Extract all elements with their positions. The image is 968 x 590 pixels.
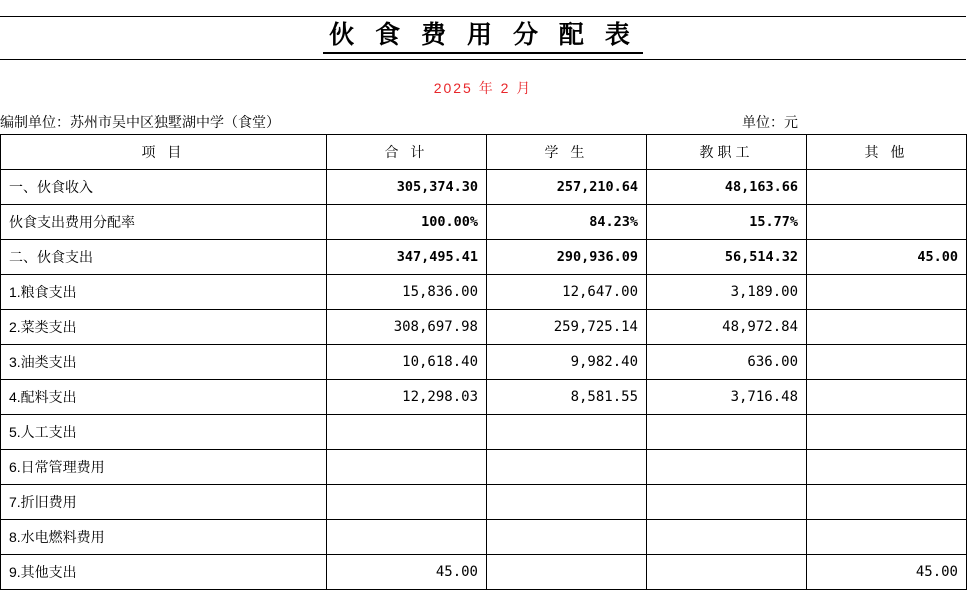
cell-student <box>487 520 647 555</box>
row-label: 2.菜类支出 <box>1 310 327 345</box>
cell-other <box>807 485 967 520</box>
row-label: 9.其他支出 <box>1 555 327 590</box>
allocation-table <box>0 134 967 590</box>
cell-student <box>487 415 647 450</box>
cell-total <box>327 485 487 520</box>
cell-total: 15,836.00 <box>327 275 487 310</box>
cell-other <box>807 205 967 240</box>
prepared-by-label: 编制单位：苏州市吴中区独墅湖中学（食堂） <box>0 114 280 130</box>
cell-staff: 48,163.66 <box>647 170 807 205</box>
cell-student: 84.23% <box>487 205 647 240</box>
row-label: 6.日常管理费用 <box>1 450 327 485</box>
table-row <box>1 485 967 520</box>
cell-student: 12,647.00 <box>487 275 647 310</box>
row-label: 二、伙食支出 <box>1 240 327 275</box>
page-title: 伙 食 费 用 分 配 表 <box>323 22 643 54</box>
table-row <box>1 380 967 415</box>
cell-staff: 48,972.84 <box>647 310 807 345</box>
table-row <box>1 240 967 275</box>
cell-total <box>327 520 487 555</box>
cell-other <box>807 380 967 415</box>
cell-other: 45.00 <box>807 240 967 275</box>
cell-total: 12,298.03 <box>327 380 487 415</box>
cell-other <box>807 345 967 380</box>
cell-staff: 636.00 <box>647 345 807 380</box>
cell-total: 305,374.30 <box>327 170 487 205</box>
cell-total: 100.00% <box>327 205 487 240</box>
table-row <box>1 450 967 485</box>
row-label: 5.人工支出 <box>1 415 327 450</box>
cell-other <box>807 275 967 310</box>
table-row <box>1 345 967 380</box>
cell-student: 9,982.40 <box>487 345 647 380</box>
row-label: 一、伙食收入 <box>1 170 327 205</box>
column-header-item: 项 目 <box>1 135 327 170</box>
cell-staff: 15.77% <box>647 205 807 240</box>
row-label: 4.配料支出 <box>1 380 327 415</box>
table-header-row <box>1 135 967 170</box>
table-row <box>1 205 967 240</box>
cell-total: 45.00 <box>327 555 487 590</box>
row-label: 3.油类支出 <box>1 345 327 380</box>
table-row <box>1 520 967 555</box>
cell-total: 347,495.41 <box>327 240 487 275</box>
cell-staff <box>647 520 807 555</box>
table-row <box>1 310 967 345</box>
cell-other <box>807 520 967 555</box>
cell-student: 257,210.64 <box>487 170 647 205</box>
column-header-student: 学 生 <box>487 135 647 170</box>
cell-staff <box>647 415 807 450</box>
column-header-staff: 教职工 <box>647 135 807 170</box>
cell-total <box>327 450 487 485</box>
column-header-other: 其 他 <box>807 135 967 170</box>
table-body <box>1 170 967 590</box>
cell-total: 308,697.98 <box>327 310 487 345</box>
cell-other <box>807 415 967 450</box>
table-row <box>1 415 967 450</box>
cell-other <box>807 170 967 205</box>
unit-note-label: 单位：元 <box>742 114 798 130</box>
cell-staff: 3,716.48 <box>647 380 807 415</box>
row-label: 1.粮食支出 <box>1 275 327 310</box>
title-banner <box>0 16 966 60</box>
cell-other <box>807 450 967 485</box>
cell-other: 45.00 <box>807 555 967 590</box>
report-period: 2025 年 2 月 <box>433 80 533 96</box>
cell-staff: 56,514.32 <box>647 240 807 275</box>
table-row <box>1 170 967 205</box>
cell-student <box>487 485 647 520</box>
cell-total <box>327 415 487 450</box>
table-row <box>1 555 967 590</box>
row-label: 7.折旧费用 <box>1 485 327 520</box>
table-row <box>1 275 967 310</box>
cell-student: 259,725.14 <box>487 310 647 345</box>
cell-staff <box>647 485 807 520</box>
cell-staff: 3,189.00 <box>647 275 807 310</box>
cell-student: 8,581.55 <box>487 380 647 415</box>
cell-student <box>487 450 647 485</box>
cell-student <box>487 555 647 590</box>
cell-total: 10,618.40 <box>327 345 487 380</box>
column-header-total: 合 计 <box>327 135 487 170</box>
cell-student: 290,936.09 <box>487 240 647 275</box>
cell-other <box>807 310 967 345</box>
row-label: 伙食支出费用分配率 <box>1 205 327 240</box>
cell-staff <box>647 450 807 485</box>
row-label: 8.水电燃料费用 <box>1 520 327 555</box>
cell-staff <box>647 555 807 590</box>
